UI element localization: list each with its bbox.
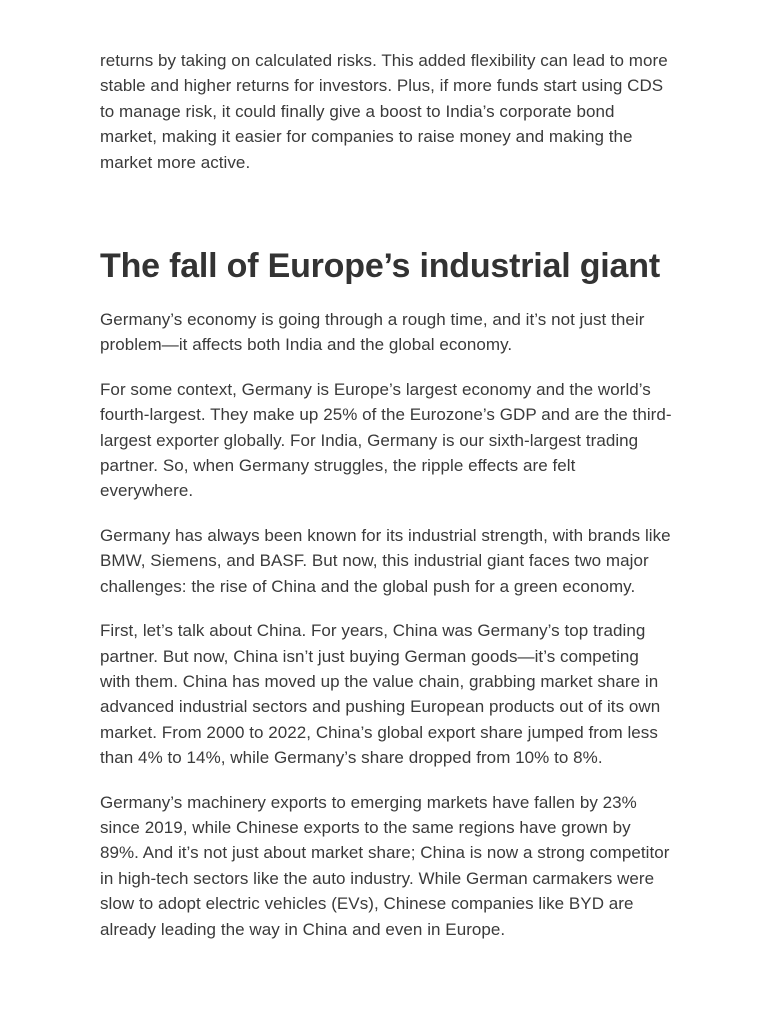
- intro-paragraph: returns by taking on calculated risks. This added flexibility can lead to more stable and higher returns for investors. Plus, if more funds start using CDS to manage risk, it could finally give a boost to India’s corporate bond market, making it easier for companies to raise money and making the market more active.: [100, 51, 668, 172]
- paragraph-germany-economy: Germany’s economy is going through a rough time, and it’s not just their problem—it affects both India and the global economy.: [100, 310, 645, 355]
- paragraph-machinery-exports: Germany’s machinery exports to emerging markets have fallen by 23% since 2019, while Chinese exports to the same regions have grown by 89%. And it’s not just about market share; China is now a strong competitor in high-tech sectors like the auto industry. While German carmakers were slow to adopt electric vehicles (EVs), Chinese companies like BYD are already leading the way in China and even in Europe.: [100, 792, 670, 939]
- paragraph-context: For some context, Germany is Europe’s largest economy and the world’s fourth-largest. They make up 25% of the Eurozone’s GDP and are the third-largest exporter globally. For India, Germany is our sixth-largest trading partner. So, when Germany struggles, the ripple effects are felt everywhere.: [100, 379, 672, 501]
- paragraph-china: First, let’s talk about China. For years, China was Germany’s top trading partner. But now, China isn’t just buying German goods—it’s competing with them. China has moved up the value chain, grabbing market share in advanced industrial sectors and pushing European products out of its own market. From 2000 to 2022, China’s global export share jumped from less than 4% to 14%, while Germany’s share dropped from 10% to 8%.: [100, 621, 661, 768]
- section-heading: The fall of Europe’s industrial giant: [100, 247, 660, 286]
- article-body: [100, 48, 672, 961]
- paragraph-industrial-strength: Germany has always been known for its industrial strength, with brands like BMW, Siemens, and BASF. But now, this industrial giant faces two major challenges: the rise of China and the global push for a green economy.: [100, 525, 671, 596]
